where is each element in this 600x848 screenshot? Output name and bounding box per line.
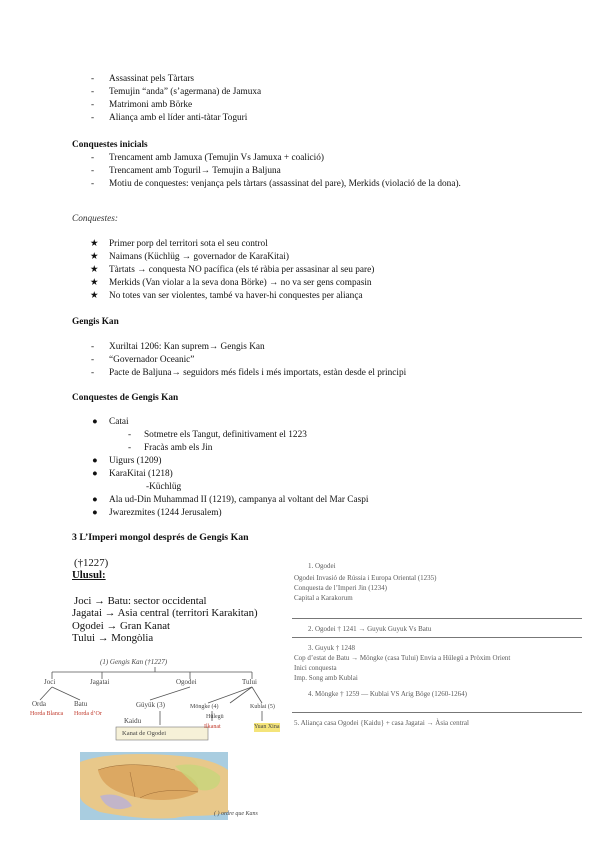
list-item: Catai (109, 417, 129, 427)
star-icon: ★ (90, 252, 99, 262)
diagram-note: Yuan Xina (254, 724, 280, 730)
family-tree-diagram (30, 655, 280, 750)
ulusul-label: Ulusul: (72, 569, 106, 581)
bullet-dot: ● (92, 456, 98, 466)
note-line: 4. Möngke † 1259 — Kublai VS Arig Böge (1260-1264) (308, 690, 467, 698)
list-dash: - (91, 368, 95, 378)
list-dash: - (91, 153, 95, 163)
divider (292, 712, 582, 713)
diagram-son: Ogodei (176, 678, 197, 686)
note-line: Inici conquesta (294, 664, 337, 672)
note-title: 1. Ogodei (308, 562, 336, 570)
bullet-dot: ● (92, 469, 98, 479)
list-item: Temujin “anda” (s’agermana) de Jamuxa (109, 87, 262, 97)
note-line: Capital a Karakorum (294, 594, 353, 602)
list-item: Ala ud-Din Muhammad II (1219), campanya al voltant del Mar Caspi (109, 495, 369, 505)
list-dash: - (91, 166, 95, 176)
star-icon: ★ (90, 278, 99, 288)
divider (292, 618, 582, 619)
diagram-note: Horda Blanca (30, 711, 64, 717)
star-icon: ★ (90, 291, 99, 301)
list-item: Tàrtats → conquesta NO pacífica (els té ràbia per assasinar al seu pare) (109, 265, 375, 275)
list-item: Xuriltai 1206: Kan suprem→ Gengis Kan (109, 342, 265, 352)
list-item: Naimans (Küchlüg → governador de KaraKitai) (109, 252, 289, 262)
divider (292, 637, 582, 638)
note-line: Cop d’estat de Batu → Möngke (casa Tului) Envia a Hülegü a Pròxim Orient (294, 654, 511, 662)
list-item: Motiu de conquestes: venjança pels tàrtars (assassinat del pare), Merkids (violació de la dona). (109, 179, 461, 189)
list-item: Sotmetre els Tangut, definitivament el 1223 (144, 430, 307, 440)
diagram-title: (1) Gengis Kan (†1227) (100, 658, 168, 666)
heading-gengis-kan: Gengis Kan (72, 317, 119, 327)
note-line: Ogodei Invasió de Rússia i Europa Oriental (1235) (294, 574, 437, 582)
list-dash: - (91, 342, 95, 352)
list-dash: - (91, 74, 95, 84)
diagram-son: Joci (44, 678, 56, 686)
list-item: “Governador Oceanic” (109, 355, 195, 365)
note-title: 3. Guyuk † 1248 (308, 644, 356, 652)
star-icon: ★ (90, 239, 99, 249)
list-dash: - (91, 100, 95, 110)
diagram-kanat-box: Kanat de Ogodei (122, 730, 167, 737)
star-icon: ★ (90, 265, 99, 275)
list-item: Trencament amb Toguril→ Temujin a Baljuna (109, 166, 281, 176)
list-dash: - (128, 430, 132, 440)
diagram-grandson: Orda (32, 700, 46, 708)
diagram-grandson: Batu (74, 700, 88, 708)
death-date: (†1227) (74, 557, 109, 569)
list-item: -Küchlüg (146, 482, 182, 492)
ulus-line: Tului → Mongòlia (72, 632, 154, 644)
diagram-note: Ilkanat (204, 724, 221, 730)
diagram-grandson: Kaidu (124, 717, 142, 725)
note-line: 2. Ogodei † 1241 → Guyuk Guyuk Vs Batu (308, 625, 432, 633)
list-dash: - (91, 113, 95, 123)
bullet-dot: ● (92, 508, 98, 518)
list-item: Trencament amb Jamuxa (Temujin Vs Jamuxa + coalició) (109, 153, 325, 163)
diagram-grandson: Möngke (4) (190, 704, 219, 710)
list-dash: - (91, 179, 95, 189)
diagram-son: Jagatai (90, 678, 110, 686)
map-image (80, 752, 228, 820)
diagram-grandson: Güyük (3) (136, 701, 165, 709)
list-item: KaraKitai (1218) (109, 469, 173, 479)
list-item: Matrimoni amb Börke (109, 100, 193, 110)
list-item: Uigurs (1209) (109, 456, 162, 466)
list-item: Fracàs amb els Jin (144, 443, 213, 453)
list-item: Assassinat pels Tàrtars (109, 74, 195, 84)
note-line: Conquesta de l’Imperi Jin (1234) (294, 584, 387, 592)
heading-imperi: 3 L’Imperi mongol després de Gengis Kan (72, 532, 249, 543)
diagram-grandson: Kublai (5) (250, 704, 275, 710)
list-item: Pacte de Baljuna→ seguidors més fidels i més importats, estàn desde el principi (109, 368, 407, 378)
list-dash: - (91, 87, 95, 97)
diagram-grandson: Hülegü (206, 714, 224, 720)
diagram-note: Horda d’Or (74, 711, 102, 717)
map-caption: ( ) ordre que Kans (214, 811, 258, 817)
heading-conquestes: Conquestes: (72, 214, 118, 224)
list-item: Merkids (Van violar a la seva dona Börke) → no va ser gens compasin (109, 278, 372, 288)
note-line: Imp. Song amb Kublai (294, 674, 358, 682)
heading-conquestes-inicials: Conquestes inicials (72, 140, 148, 150)
diagram-son: Tului (242, 678, 257, 686)
heading-conquestes-gengis: Conquestes de Gengis Kan (72, 393, 179, 403)
bullet-dot: ● (92, 495, 98, 505)
list-item: No totes van ser violentes, també va haver-hi conquestes per aliança (109, 291, 363, 301)
note-line: 5. Aliança casa Ogodei {Kaidu} + casa Jagatai → Àsia central (294, 719, 469, 727)
list-item: Jwarezmites (1244 Jerusalem) (109, 508, 222, 518)
list-item: Primer porp del territori sota el seu control (109, 239, 268, 249)
bullet-dot: ● (92, 417, 98, 427)
list-dash: - (91, 355, 95, 365)
empire-map (80, 752, 228, 820)
list-dash: - (128, 443, 132, 453)
list-item: Aliança amb el líder anti-tàtar Toguri (109, 113, 248, 123)
ulus-line: Ogodei → Gran Kanat (72, 620, 171, 632)
ulus-line: Jagatai → Asia central (territori Karakitan) (72, 607, 258, 619)
ulus-line: Joci → Batu: sector occidental (74, 595, 207, 607)
